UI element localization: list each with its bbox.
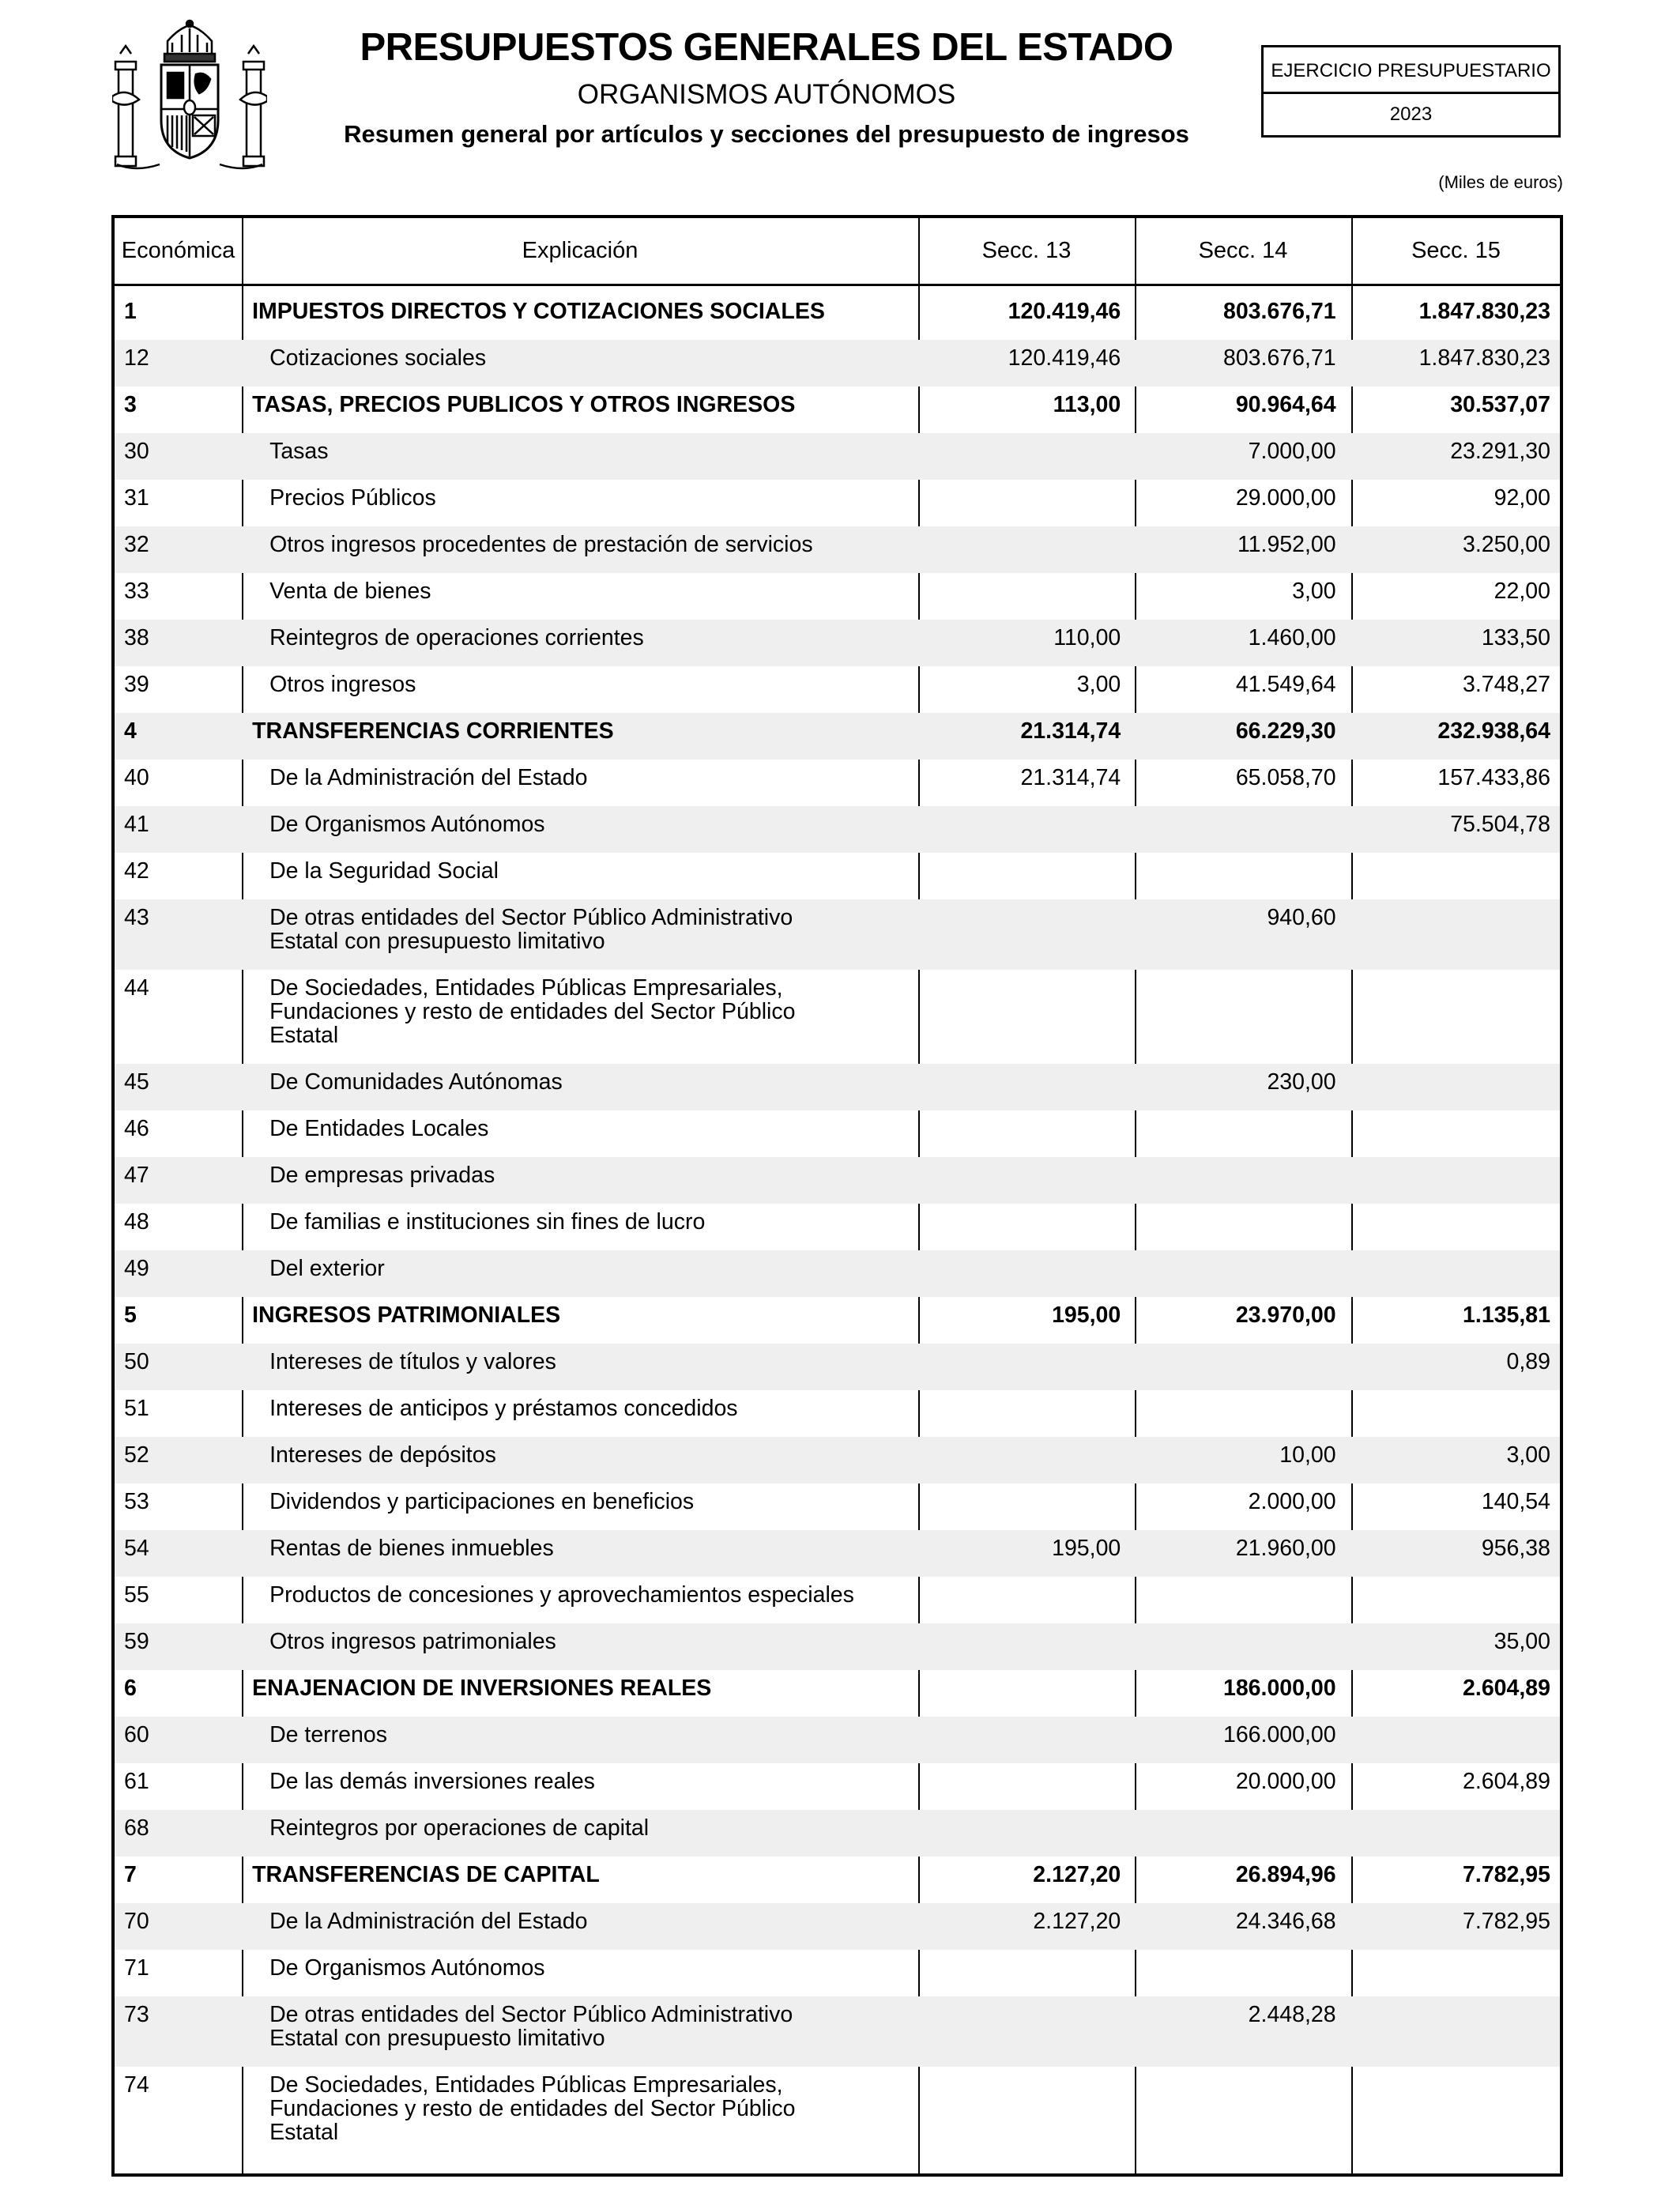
row-explanation: De terrenos — [269, 1722, 387, 1747]
units-note: (Miles de euros) — [1438, 172, 1563, 192]
row-secc-14 — [1128, 1157, 1343, 1204]
row-secc-15: 3.250,00 — [1463, 532, 1550, 557]
table-row — [115, 1297, 1560, 1344]
table-row — [115, 760, 1560, 806]
row-code: 59 — [124, 1629, 149, 1654]
row-secc-13 — [913, 1157, 1128, 1204]
row-secc-15: 7.782,95 — [1463, 1862, 1550, 1887]
row-secc-13 — [913, 853, 1128, 899]
row-secc-15 — [1344, 1577, 1560, 1623]
row-secc-13 — [913, 1950, 1128, 1996]
row-explanation: Dividendos y participaciones en beneficios — [269, 1489, 695, 1514]
row-code: 71 — [124, 1955, 149, 1981]
row-secc-13: 2.127,20 — [1033, 1862, 1121, 1887]
table-row — [115, 1950, 1560, 1996]
row-secc-15: 92,00 — [1494, 485, 1550, 511]
row-explanation: De Organismos Autónomos — [269, 1955, 545, 1981]
fiscal-year-value: 2023 — [1389, 104, 1433, 125]
row-code: 61 — [124, 1769, 149, 1794]
table-row — [115, 713, 1560, 760]
page-description: Resumen general por artículos y secciones del presupuesto de ingresos — [344, 120, 1189, 148]
row-code: 70 — [124, 1909, 149, 1934]
row-secc-15: 133,50 — [1481, 625, 1550, 650]
row-secc-14: 803.676,71 — [1222, 345, 1336, 371]
row-explanation: De Sociedades, Entidades Públicas Empresariales, Fundaciones y resto de entidades del Sector Público Estatal — [269, 975, 796, 1048]
row-secc-14: 90.964,64 — [1235, 392, 1336, 417]
table-row — [115, 666, 1560, 713]
row-secc-15 — [1344, 1717, 1560, 1763]
row-secc-14 — [1128, 1623, 1343, 1670]
row-code: 43 — [124, 905, 149, 930]
row-explanation: De otras entidades del Sector Público Administrativo Estatal con presupuesto limitativo — [269, 2002, 793, 2051]
row-code: 49 — [124, 1256, 149, 1281]
row-secc-14: 11.952,00 — [1237, 532, 1336, 557]
table-row — [115, 1437, 1560, 1483]
row-secc-15 — [1344, 1250, 1560, 1297]
row-secc-15 — [1344, 1996, 1560, 2067]
row-secc-13: 195,00 — [1052, 1302, 1121, 1328]
row-secc-14: 20.000,00 — [1235, 1769, 1336, 1794]
row-secc-13: 21.314,74 — [1020, 765, 1121, 790]
table-row — [115, 433, 1560, 480]
row-code: 32 — [124, 532, 149, 557]
row-explanation: De familias e instituciones sin fines de lucro — [269, 1209, 706, 1235]
row-explanation: Del exterior — [269, 1256, 385, 1281]
header-explicacion: Explicación — [522, 238, 638, 263]
row-explanation: Reintegros de operaciones corrientes — [269, 625, 644, 650]
table-row — [115, 1623, 1560, 1670]
row-code: 6 — [124, 1676, 137, 1701]
row-code: 45 — [124, 1069, 149, 1095]
row-code: 73 — [124, 2002, 149, 2027]
row-secc-15: 2.604,89 — [1463, 1676, 1550, 1701]
row-secc-15: 7.782,95 — [1463, 1909, 1550, 1934]
table-row — [115, 1810, 1560, 1857]
table-row — [115, 970, 1560, 1064]
table-row — [115, 806, 1560, 853]
row-explanation: De la Administración del Estado — [269, 765, 588, 790]
header-secc-15: Secc. 15 — [1411, 238, 1501, 263]
row-code: 46 — [124, 1116, 149, 1141]
row-explanation: TASAS, PRECIOS PUBLICOS Y OTROS INGRESOS — [252, 392, 796, 417]
table-body — [115, 293, 1560, 2161]
row-secc-13: 110,00 — [1053, 625, 1121, 650]
table-row — [115, 1204, 1560, 1250]
row-secc-15: 23.291,30 — [1450, 439, 1550, 464]
row-code: 4 — [124, 718, 137, 744]
row-secc-13 — [913, 480, 1128, 526]
row-explanation: Rentas de bienes inmuebles — [269, 1536, 554, 1561]
row-secc-13 — [913, 1390, 1128, 1437]
row-explanation: De las demás inversiones reales — [269, 1769, 595, 1794]
row-code: 33 — [124, 579, 149, 604]
row-secc-13: 3,00 — [1076, 672, 1121, 697]
row-code: 31 — [124, 485, 149, 511]
row-secc-13 — [913, 1110, 1128, 1157]
table-row — [115, 1250, 1560, 1297]
row-secc-15: 3,00 — [1506, 1442, 1550, 1468]
table-row — [115, 1857, 1560, 1903]
row-code: 47 — [124, 1163, 149, 1188]
row-secc-13 — [913, 433, 1128, 480]
row-explanation: Otros ingresos — [269, 672, 416, 697]
row-explanation: Reintegros por operaciones de capital — [269, 1815, 650, 1841]
header-secc-14: Secc. 14 — [1198, 238, 1288, 263]
row-secc-14: 803.676,71 — [1222, 299, 1336, 324]
row-secc-14: 23.970,00 — [1235, 1302, 1336, 1328]
row-secc-15: 140,54 — [1481, 1489, 1550, 1514]
row-secc-15: 956,38 — [1481, 1536, 1550, 1561]
row-explanation: De la Administración del Estado — [269, 1909, 588, 1934]
table-row — [115, 899, 1560, 970]
row-secc-15: 0,89 — [1506, 1349, 1550, 1374]
row-secc-13: 120.419,46 — [1008, 345, 1121, 371]
row-code: 68 — [124, 1815, 149, 1841]
row-secc-14 — [1128, 1250, 1343, 1297]
row-secc-13 — [913, 1670, 1128, 1717]
row-explanation: INGRESOS PATRIMONIALES — [252, 1302, 561, 1328]
row-secc-14: 10,00 — [1279, 1442, 1336, 1468]
table-row — [115, 293, 1560, 340]
row-secc-13 — [913, 1064, 1128, 1110]
row-code: 3 — [124, 392, 137, 417]
row-secc-13 — [913, 1623, 1128, 1670]
row-secc-13: 21.314,74 — [1020, 718, 1121, 744]
row-explanation: De Entidades Locales — [269, 1116, 489, 1141]
row-secc-15: 75.504,78 — [1450, 812, 1550, 837]
row-code: 55 — [124, 1582, 149, 1608]
row-secc-13 — [913, 1437, 1128, 1483]
row-code: 7 — [124, 1862, 137, 1887]
row-secc-14: 166.000,00 — [1222, 1722, 1336, 1747]
row-code: 51 — [124, 1396, 149, 1421]
header-economica: Económica — [121, 238, 235, 263]
row-secc-13 — [913, 1577, 1128, 1623]
table-row — [115, 1157, 1560, 1204]
table-row — [115, 1763, 1560, 1810]
row-secc-13 — [913, 1717, 1128, 1763]
table-row — [115, 1110, 1560, 1157]
table-row — [115, 2067, 1560, 2161]
row-explanation: Otros ingresos procedentes de prestación de servicios — [269, 532, 813, 557]
row-code: 53 — [124, 1489, 149, 1514]
row-explanation: Intereses de depósitos — [269, 1442, 496, 1468]
row-code: 5 — [124, 1302, 137, 1328]
row-code: 38 — [124, 625, 149, 650]
row-secc-14 — [1128, 853, 1343, 899]
row-code: 41 — [124, 812, 149, 837]
row-secc-13 — [913, 1483, 1128, 1530]
row-explanation: Precios Públicos — [269, 485, 436, 511]
row-explanation: De Sociedades, Entidades Públicas Empresariales, Fundaciones y resto de entidades del Sector Público Estatal — [269, 2072, 796, 2145]
header-secc-13: Secc. 13 — [981, 238, 1072, 263]
row-secc-13: 113,00 — [1053, 392, 1121, 417]
row-code: 40 — [124, 765, 149, 790]
row-explanation: Productos de concesiones y aprovechamientos especiales — [269, 1582, 854, 1608]
row-secc-13 — [913, 1996, 1128, 2067]
row-secc-14: 26.894,96 — [1235, 1862, 1336, 1887]
table-row — [115, 620, 1560, 666]
row-secc-14: 41.549,64 — [1235, 672, 1336, 697]
table-row — [115, 1064, 1560, 1110]
row-code: 42 — [124, 858, 149, 884]
row-secc-14 — [1128, 1390, 1343, 1437]
row-secc-14 — [1128, 1810, 1343, 1857]
row-code: 12 — [124, 345, 149, 371]
row-explanation: Venta de bienes — [269, 579, 431, 604]
row-secc-13 — [913, 970, 1128, 1064]
row-secc-14: 21.960,00 — [1235, 1536, 1336, 1561]
row-secc-14 — [1128, 806, 1343, 853]
row-secc-14: 7.000,00 — [1248, 439, 1336, 464]
row-secc-14: 186.000,00 — [1222, 1676, 1336, 1701]
fiscal-year-box — [1261, 45, 1561, 138]
fiscal-year-label: EJERCICIO PRESUPUESTARIO — [1264, 47, 1558, 94]
row-code: 1 — [124, 299, 137, 324]
row-code: 54 — [124, 1536, 149, 1561]
row-code: 44 — [124, 975, 149, 1001]
table-row — [115, 1717, 1560, 1763]
table-row — [115, 1577, 1560, 1623]
row-explanation: TRANSFERENCIAS DE CAPITAL — [252, 1862, 600, 1887]
row-secc-15: 35,00 — [1494, 1629, 1550, 1654]
page-title: PRESUPUESTOS GENERALES DEL ESTADO — [360, 26, 1173, 69]
row-explanation: Intereses de anticipos y préstamos concedidos — [269, 1396, 738, 1421]
row-secc-15 — [1344, 1390, 1560, 1437]
row-secc-15: 3.748,27 — [1463, 672, 1550, 697]
row-secc-13 — [913, 1250, 1128, 1297]
row-secc-13: 2.127,20 — [1033, 1909, 1121, 1934]
row-secc-15: 232.938,64 — [1437, 718, 1550, 744]
table-row — [115, 1344, 1560, 1390]
budget-table — [111, 215, 1563, 2177]
row-secc-15 — [1344, 1950, 1560, 1996]
row-explanation: Tasas — [269, 439, 329, 464]
row-secc-15 — [1344, 1110, 1560, 1157]
table-row — [115, 1530, 1560, 1577]
row-code: 50 — [124, 1349, 149, 1374]
row-secc-13: 120.419,46 — [1008, 299, 1121, 324]
row-code: 74 — [124, 2072, 149, 2098]
row-secc-15 — [1344, 1157, 1560, 1204]
table-row — [115, 526, 1560, 573]
row-secc-14: 1.460,00 — [1248, 625, 1336, 650]
row-secc-13 — [913, 806, 1128, 853]
row-explanation: Intereses de títulos y valores — [269, 1349, 556, 1374]
row-secc-14: 230,00 — [1267, 1069, 1336, 1095]
row-secc-14 — [1128, 1204, 1343, 1250]
row-secc-13 — [913, 899, 1128, 970]
row-secc-14: 940,60 — [1267, 905, 1336, 930]
row-explanation: ENAJENACION DE INVERSIONES REALES — [252, 1676, 712, 1701]
table-row — [115, 480, 1560, 526]
row-secc-13 — [913, 2067, 1128, 2161]
row-explanation: De Comunidades Autónomas — [269, 1069, 563, 1095]
row-explanation: De la Seguridad Social — [269, 858, 499, 884]
row-explanation: TRANSFERENCIAS CORRIENTES — [252, 718, 614, 744]
row-secc-15 — [1344, 2067, 1560, 2161]
row-secc-13 — [913, 526, 1128, 573]
row-secc-14: 66.229,30 — [1235, 718, 1336, 744]
row-explanation: De otras entidades del Sector Público Administrativo Estatal con presupuesto limitativo — [269, 905, 793, 954]
row-explanation: IMPUESTOS DIRECTOS Y COTIZACIONES SOCIALES — [252, 299, 825, 324]
row-explanation: De Organismos Autónomos — [269, 812, 545, 837]
row-secc-14: 65.058,70 — [1235, 765, 1336, 790]
row-secc-13 — [913, 1810, 1128, 1857]
row-secc-13: 195,00 — [1052, 1536, 1121, 1561]
row-code: 39 — [124, 672, 149, 697]
coat-of-arms-icon — [112, 17, 267, 172]
table-row — [115, 1670, 1560, 1717]
table-row — [115, 573, 1560, 620]
row-secc-14 — [1128, 1577, 1343, 1623]
row-secc-14 — [1128, 1950, 1343, 1996]
row-secc-15: 157.433,86 — [1437, 765, 1550, 790]
table-row — [115, 853, 1560, 899]
row-secc-13 — [913, 1344, 1128, 1390]
row-secc-13 — [913, 1763, 1128, 1810]
row-secc-15: 1.847.830,23 — [1418, 299, 1550, 324]
row-explanation: Cotizaciones sociales — [269, 345, 487, 371]
row-explanation: De empresas privadas — [269, 1163, 495, 1188]
table-row — [115, 1483, 1560, 1530]
table-row — [115, 1903, 1560, 1950]
row-secc-15 — [1344, 1204, 1560, 1250]
row-secc-14: 29.000,00 — [1235, 485, 1336, 511]
row-secc-15 — [1344, 970, 1560, 1064]
row-secc-14: 24.346,68 — [1235, 1909, 1336, 1934]
row-secc-14 — [1128, 1110, 1343, 1157]
row-secc-14: 2.448,28 — [1248, 2002, 1336, 2027]
table-row — [115, 340, 1560, 386]
page-subtitle: ORGANISMOS AUTÓNOMOS — [577, 79, 956, 110]
table-row — [115, 1996, 1560, 2067]
row-secc-14 — [1128, 970, 1343, 1064]
row-secc-13 — [913, 1204, 1128, 1250]
row-code: 52 — [124, 1442, 149, 1468]
row-explanation: Otros ingresos patrimoniales — [269, 1629, 556, 1654]
row-code: 48 — [124, 1209, 149, 1235]
row-secc-15 — [1344, 1810, 1560, 1857]
table-header — [115, 218, 1560, 286]
row-secc-15: 30.537,07 — [1450, 392, 1550, 417]
row-secc-15 — [1344, 1064, 1560, 1110]
row-secc-14 — [1128, 2067, 1343, 2161]
row-secc-14: 3,00 — [1292, 579, 1336, 604]
row-secc-15: 1.847.830,23 — [1418, 345, 1550, 371]
row-secc-15 — [1344, 899, 1560, 970]
row-secc-13 — [913, 573, 1128, 620]
row-secc-14 — [1128, 1344, 1343, 1390]
row-secc-14: 2.000,00 — [1248, 1489, 1336, 1514]
title-block — [300, 24, 1233, 152]
row-secc-15: 2.604,89 — [1463, 1769, 1550, 1794]
row-secc-15: 1.135,81 — [1463, 1302, 1550, 1328]
table-row — [115, 1390, 1560, 1437]
row-secc-15 — [1344, 853, 1560, 899]
table-row — [115, 386, 1560, 433]
row-code: 60 — [124, 1722, 149, 1747]
row-code: 30 — [124, 439, 149, 464]
row-secc-15: 22,00 — [1494, 579, 1550, 604]
